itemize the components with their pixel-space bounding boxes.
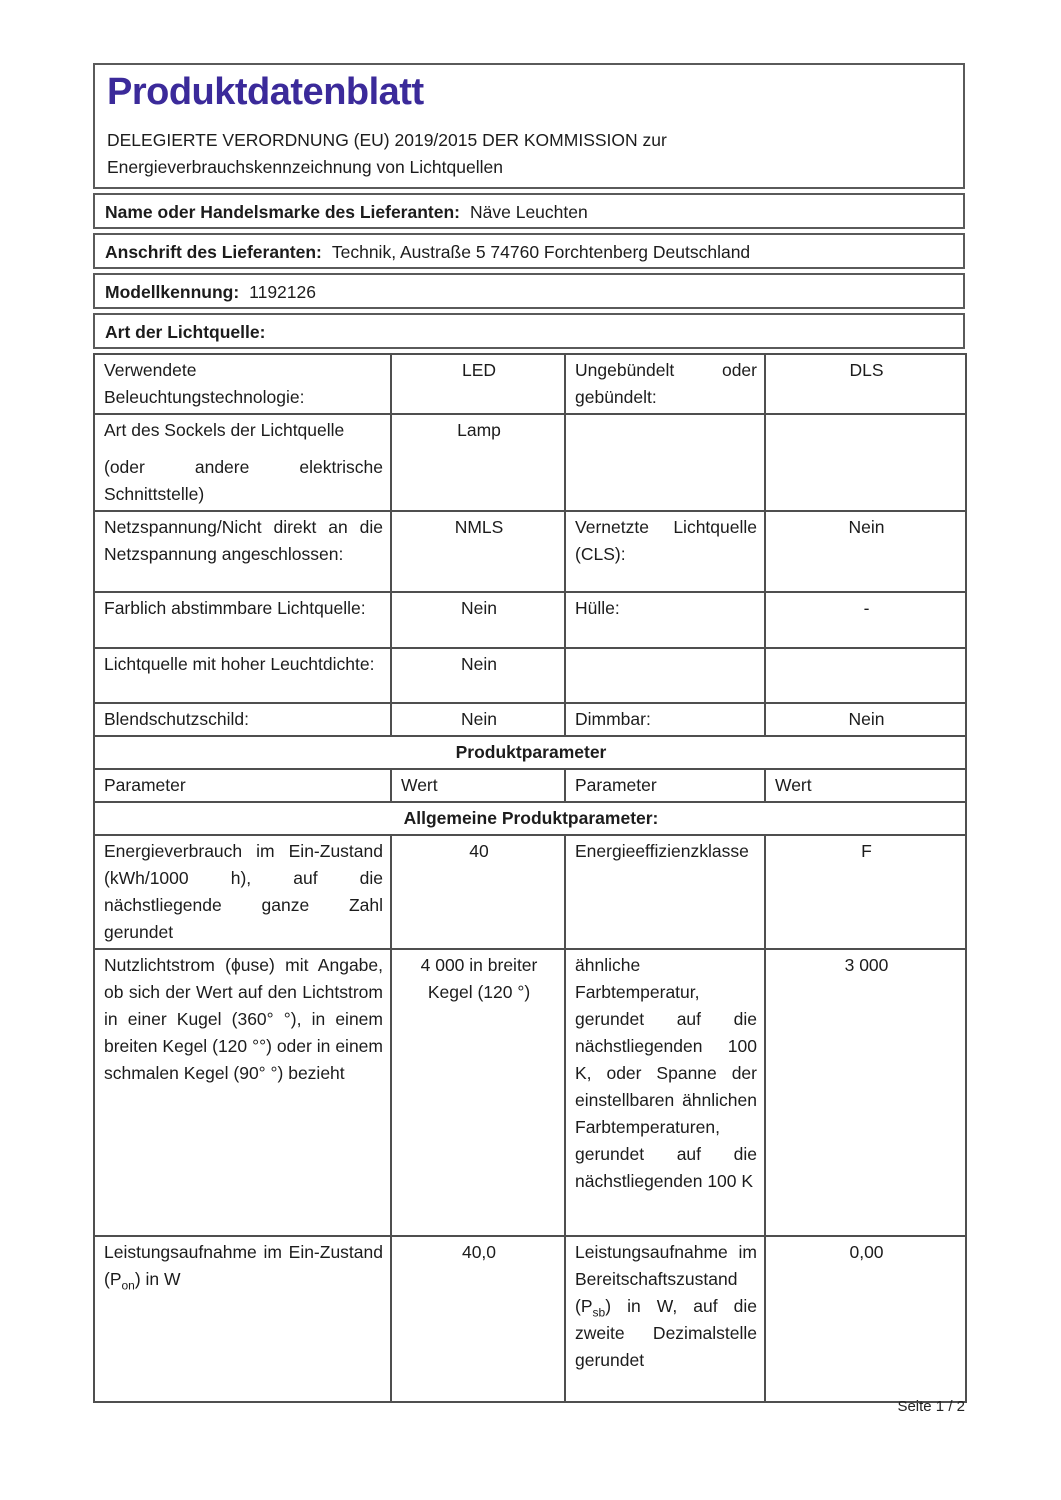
page-title: Produktdatenblatt: [107, 71, 424, 113]
param-label-lighting-technology: Verwendete Beleuchtungstechnologie:: [94, 354, 391, 414]
power-on-label-text: Leistungsaufnahme im Ein-Zustand (P: [104, 1242, 383, 1289]
standby-subscript: sb: [592, 1305, 606, 1320]
title-box: [93, 63, 965, 189]
standby-label-unit: ) in W, auf die zweite Dezimalstelle gerundet: [575, 1296, 757, 1370]
param-value-dimmable: Nein: [765, 703, 966, 736]
empty-cell: [565, 414, 765, 511]
section-title-produktparameter: Produktparameter: [94, 736, 966, 769]
power-on-label-unit: ) in W: [134, 1269, 181, 1289]
column-header-parameter-1: Parameter: [94, 769, 391, 802]
param-value-lighting-technology: LED: [391, 354, 565, 414]
socket-type-line-2: (oder andere elektrische Schnittstelle): [104, 457, 383, 504]
param-label-high-luminance: Lichtquelle mit hoher Leuchtdichte:: [94, 648, 391, 703]
param-label-dimmable: Dimmbar:: [565, 703, 765, 736]
table-row: [94, 949, 966, 1236]
table-row: [94, 648, 966, 703]
param-value-color-tunable: Nein: [391, 592, 565, 648]
column-header-wert-1: Wert: [391, 769, 565, 802]
socket-type-line-1: Art des Sockels der Lichtquelle: [104, 420, 345, 440]
column-header-parameter-2: Parameter: [565, 769, 765, 802]
model-id-row: [93, 273, 965, 309]
param-value-energy-consumption: 40: [391, 835, 565, 949]
table-row: [94, 511, 966, 592]
param-value-energy-class: F: [765, 835, 966, 949]
light-source-type-label: Art der Lichtquelle:: [105, 322, 266, 342]
param-label-energy-class: Energieeffizienzklasse: [565, 835, 765, 949]
supplier-address-value: Technik, Austraße 5 74760 Forchtenberg Deutschland: [331, 242, 751, 262]
datasheet-page: [93, 63, 965, 1403]
param-label-useful-luminous-flux: Nutzlichtstrom (ϕuse) mit Angabe, ob sich der Wert auf den Lichtstrom in einer Kugel (360° °), in einem breiten Kegel (120 °°) oder in einem schmalen Kegel (90° °) bezieht: [94, 949, 391, 1236]
table-row: [94, 835, 966, 949]
param-value-high-luminance: Nein: [391, 648, 565, 703]
param-label-socket-type: [94, 414, 391, 511]
param-label-connected-light-source: Vernetzte Lichtquelle (CLS):: [565, 511, 765, 592]
empty-cell: [765, 414, 966, 511]
page-number: Seite 1 / 2: [897, 1398, 965, 1415]
param-value-color-temperature: 3 000: [765, 949, 966, 1236]
param-label-standby-power: [565, 1236, 765, 1402]
table-row: [94, 354, 966, 414]
supplier-address-row: [93, 233, 965, 269]
param-label-color-temperature: ähnliche Farbtemperatur, gerundet auf die nächstliegenden 100 K, oder Spanne der einstellbaren ähnlichen Farbtemperaturen, gerundet auf die nächstliegenden 100 K: [565, 949, 765, 1236]
subsection-title-allgemeine: Allgemeine Produktparameter:: [94, 802, 966, 835]
standby-label-text: Leistungsaufnahme im Bereitschaftszustand (P: [575, 1242, 757, 1316]
table-row: [94, 414, 966, 511]
param-label-energy-consumption: Energieverbrauch im Ein-Zustand (kWh/1000 h), auf die nächstliegende ganze Zahl gerundet: [94, 835, 391, 949]
param-value-useful-luminous-flux: 4 000 in breiter Kegel (120 °): [391, 949, 565, 1236]
table-row: [94, 703, 966, 736]
supplier-name-value: Näve Leuchten: [470, 202, 588, 222]
supplier-name-label: Name oder Handelsmarke des Lieferanten:: [105, 202, 460, 222]
param-label-color-tunable: Farblich abstimmbare Lichtquelle:: [94, 592, 391, 648]
param-value-standby-power: 0,00: [765, 1236, 966, 1402]
model-id-label: Modellkennung:: [105, 282, 240, 302]
table-row: [94, 592, 966, 648]
param-label-glare-shield: Blendschutzschild:: [94, 703, 391, 736]
parameters-table: [93, 353, 967, 1403]
empty-cell: [565, 648, 765, 703]
power-on-subscript: on: [121, 1278, 135, 1293]
param-value-power-on-state: 40,0: [391, 1236, 565, 1402]
param-value-mains-voltage: NMLS: [391, 511, 565, 592]
param-label-bundled: Ungebündelt oder gebündelt:: [565, 354, 765, 414]
param-value-socket-type: Lamp: [391, 414, 565, 511]
column-header-wert-2: Wert: [765, 769, 966, 802]
regulation-text-line-2: Energieverbrauchskennzeichnung von Lichtquellen: [107, 156, 503, 177]
supplier-address-label: Anschrift des Lieferanten:: [105, 242, 322, 262]
table-row: [94, 1236, 966, 1402]
param-label-mains-voltage: Netzspannung/Nicht direkt an die Netzspannung angeschlossen:: [94, 511, 391, 592]
regulation-text-line-1: DELEGIERTE VERORDNUNG (EU) 2019/2015 DER KOMMISSION zur: [107, 129, 667, 150]
supplier-name-row: [93, 193, 965, 229]
column-header-row: [94, 769, 966, 802]
param-label-envelope: Hülle:: [565, 592, 765, 648]
empty-cell: [765, 648, 966, 703]
subsection-header-row: [94, 802, 966, 835]
param-value-glare-shield: Nein: [391, 703, 565, 736]
param-label-power-on-state: [94, 1236, 391, 1402]
param-value-envelope: -: [765, 592, 966, 648]
param-value-connected-light-source: Nein: [765, 511, 966, 592]
light-source-type-row: [93, 313, 965, 349]
section-header-row: [94, 736, 966, 769]
model-id-value: 1192126: [249, 282, 316, 302]
param-value-bundled: DLS: [765, 354, 966, 414]
